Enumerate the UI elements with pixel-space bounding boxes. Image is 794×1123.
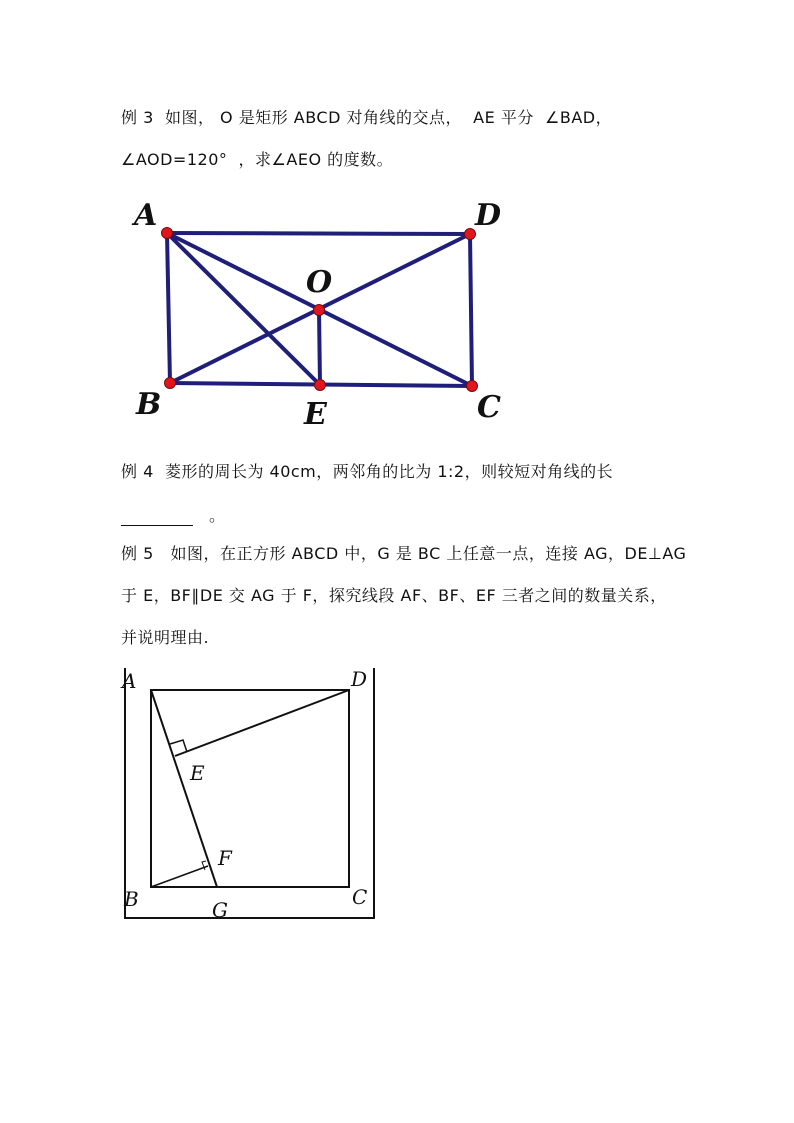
- segment-AE: [167, 233, 320, 385]
- label-F: F: [218, 846, 232, 870]
- segment-AB: [167, 233, 170, 383]
- point-B: [165, 378, 176, 389]
- example3-text-line2: ∠AOD=120° ，求∠AEO 的度数。: [121, 150, 394, 169]
- segment-OE: [319, 310, 320, 385]
- point-O: [314, 305, 325, 316]
- point-D: [465, 229, 476, 240]
- label-D: D: [351, 667, 368, 691]
- example4-text-line1: 例 4 菱形的周长为 40cm，两邻角的比为 1:2，则较短对角线的长: [121, 462, 614, 481]
- right-angle-mark-E: [170, 740, 187, 752]
- square-ABCD: [151, 690, 349, 887]
- example4-period: 。: [209, 506, 226, 525]
- label-O: O: [306, 265, 333, 300]
- segment-DE: [175, 690, 349, 756]
- point-A: [162, 228, 173, 239]
- example3-rectangle-figure: [120, 190, 520, 435]
- outer-frame: [125, 668, 374, 918]
- segment-DC: [470, 234, 472, 386]
- example5-text-line1: 例 5 如图，在正方形 ABCD 中，G 是 BC 上任意一点，连接 AG，DE⊥AG: [121, 544, 687, 563]
- example5-text-line2: 于 E，BF∥DE 交 AG 于 F，探究线段 AF、BF、EF 三者之间的数量关系，: [121, 586, 667, 605]
- segment-AD: [167, 233, 470, 234]
- answer-blank: [121, 511, 193, 526]
- label-C: C: [352, 885, 368, 909]
- label-A: A: [134, 198, 158, 233]
- label-D: D: [475, 198, 502, 233]
- example5-text-line3: 并说明理由.: [121, 628, 210, 647]
- segment-BF: [151, 866, 208, 887]
- label-C: C: [477, 390, 501, 425]
- point-E: [315, 380, 326, 391]
- label-B: B: [124, 887, 139, 911]
- example4-text-line2: [121, 506, 226, 526]
- label-E: E: [304, 397, 327, 432]
- segment-AG: [151, 690, 217, 887]
- label-G: G: [212, 898, 228, 922]
- example5-square-figure: [120, 664, 376, 922]
- example3-text-line1: 例 3 如图， O 是矩形 ABCD 对角线的交点， AE 平分 ∠BAD，: [121, 108, 613, 127]
- label-B: B: [136, 387, 162, 422]
- point-C: [467, 381, 478, 392]
- label-E: E: [190, 761, 205, 785]
- label-A: A: [122, 669, 137, 693]
